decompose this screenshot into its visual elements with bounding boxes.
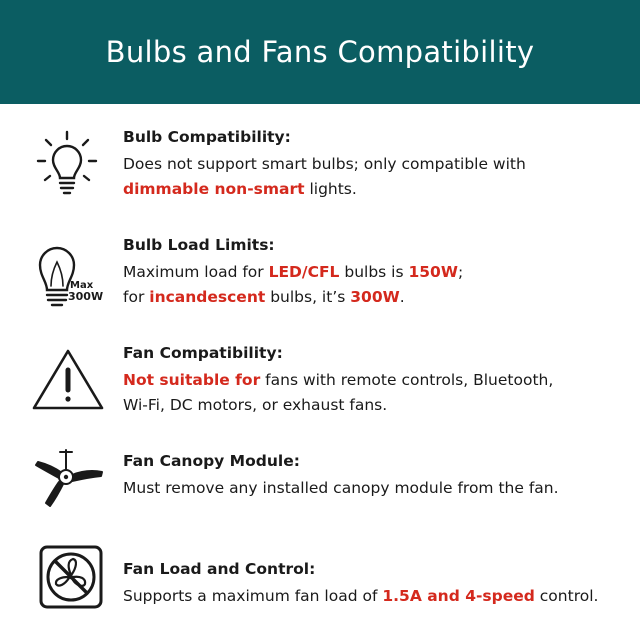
- item-description-line-1: Must remove any installed canopy module from the fan.: [123, 479, 559, 497]
- item-title: Fan Canopy Module:: [123, 452, 300, 470]
- item-description-line-2: Wi-Fi, DC motors, or exhaust fans.: [123, 396, 388, 414]
- item-description-line-1: Does not support smart bulbs; only compatible with: [123, 155, 526, 173]
- ceiling-fan-icon: [30, 446, 106, 512]
- no-fan-icon: [38, 544, 104, 610]
- item-title: Fan Compatibility:: [123, 344, 283, 362]
- item-description-line-1: Supports a maximum fan load of 1.5A and 4-speed control.: [123, 587, 599, 605]
- page-title: Bulbs and Fans Compatibility: [105, 35, 535, 69]
- bulb-max-wattage-icon: [32, 240, 102, 310]
- item-description-line-1: Maximum load for LED/CFL bulbs is 150W;: [123, 263, 464, 281]
- item-title: Bulb Compatibility:: [123, 128, 291, 146]
- header-banner: [0, 0, 640, 104]
- item-title: Bulb Load Limits:: [123, 236, 275, 254]
- icon-wattage-label: 300W: [68, 290, 104, 303]
- light-bulb-rays-icon: [32, 130, 102, 200]
- icon-max-label: Max: [70, 280, 94, 291]
- item-title: Fan Load and Control:: [123, 560, 316, 578]
- item-description-line-2: dimmable non-smart lights.: [123, 180, 357, 198]
- warning-triangle-icon: [30, 346, 106, 416]
- item-description-line-1: Not suitable for fans with remote controls, Bluetooth,: [123, 371, 554, 389]
- item-description-line-2: for incandescent bulbs, it’s 300W.: [123, 288, 405, 306]
